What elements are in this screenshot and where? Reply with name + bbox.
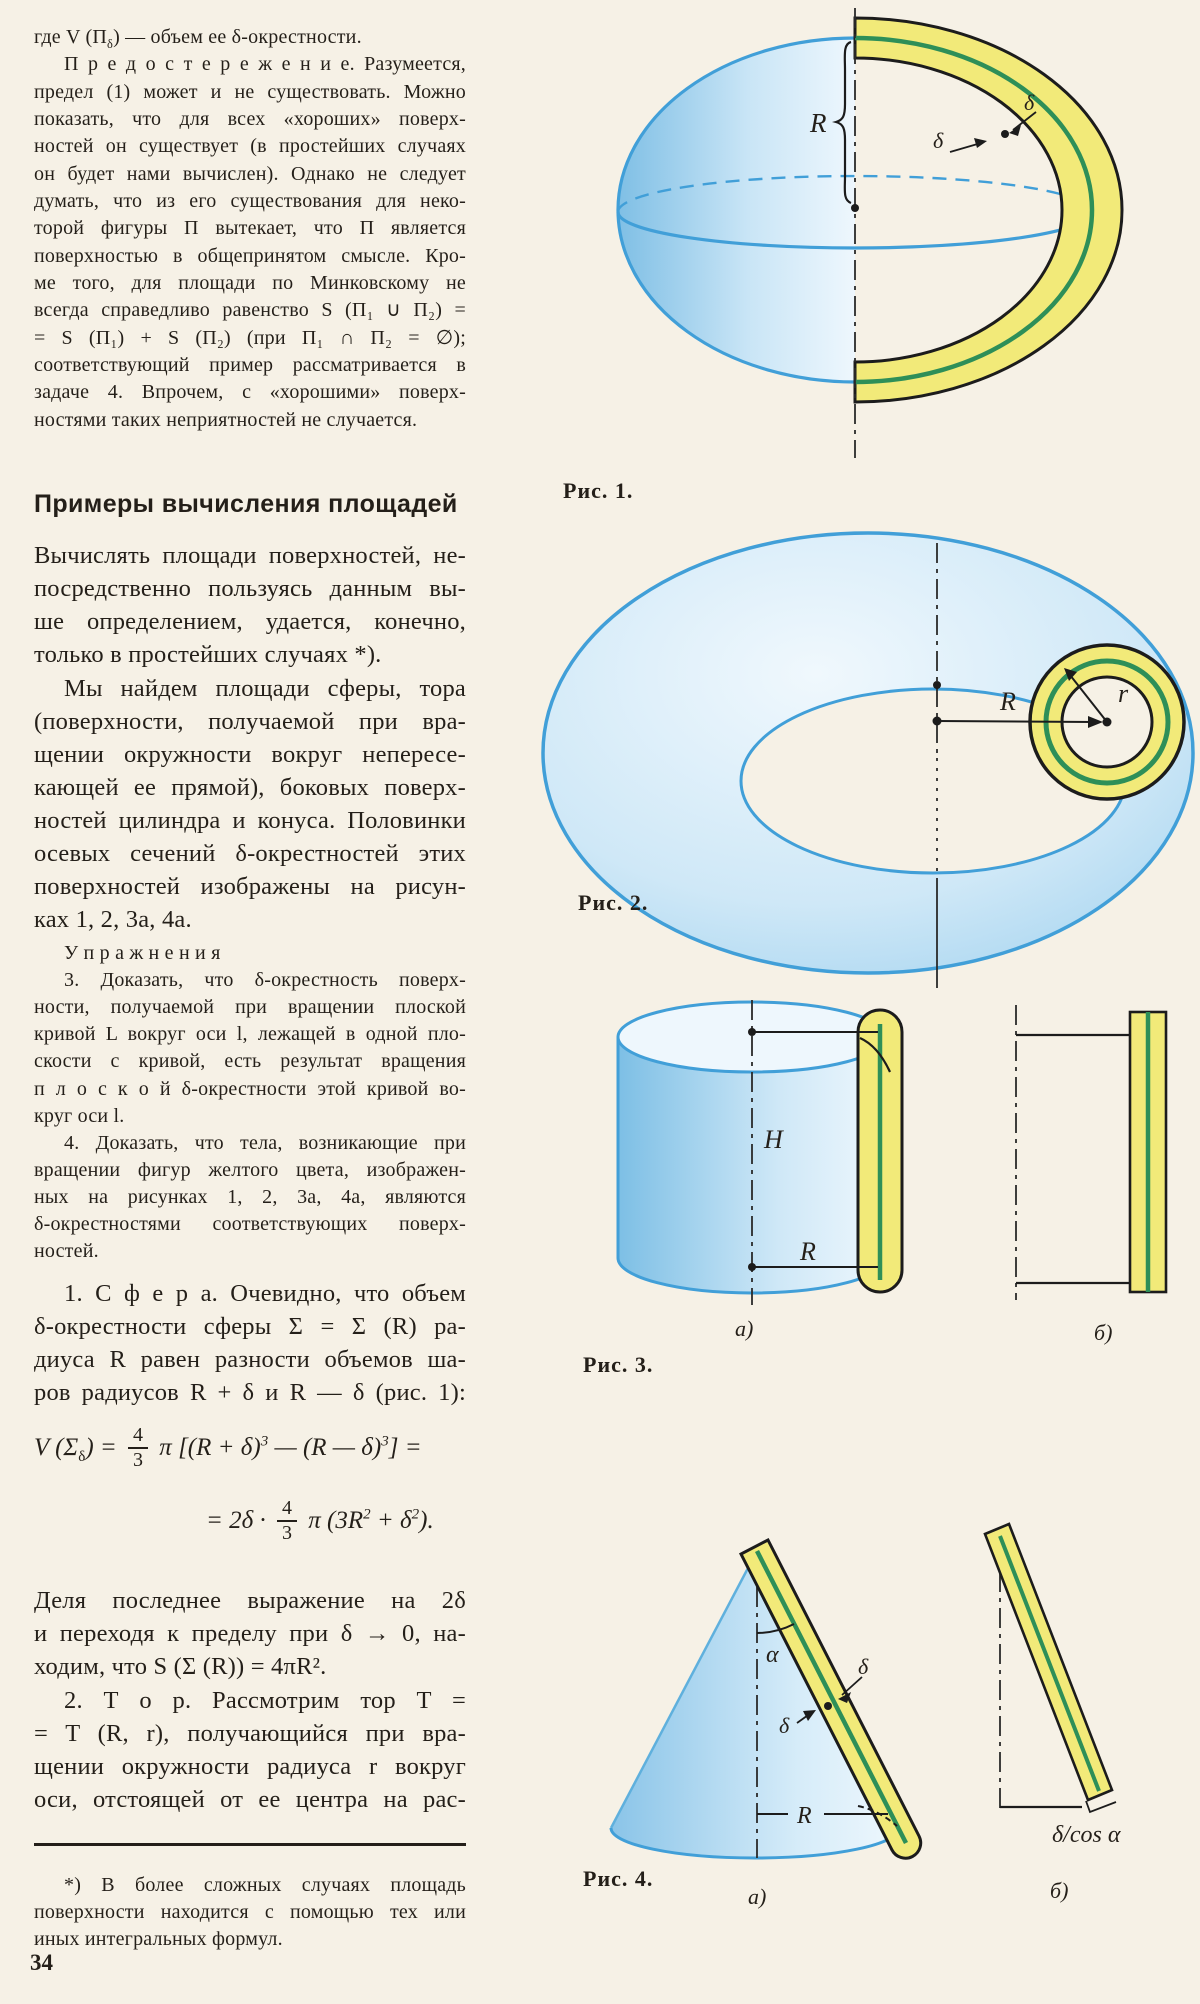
- strip-surface-line: [1000, 1536, 1099, 1791]
- delta-band: [855, 18, 1122, 402]
- text-line: ходим, что S (Σ (R)) = 4πR².: [34, 1653, 327, 1680]
- figure2-caption: Рис. 2.: [578, 890, 649, 915]
- label-delta-outer: δ: [1024, 90, 1035, 115]
- text-line: 1. С ф е р а. Очевидно, что объем: [64, 1280, 466, 1307]
- text-line: п л о с к о й δ-окрестности этой кривой во-: [34, 1078, 466, 1100]
- figure3b-label: б): [1094, 1320, 1113, 1345]
- text-line: 4. Доказать, что тела, возникающие при: [64, 1132, 466, 1154]
- figure-torus: [520, 520, 1200, 1000]
- fraction: $\frac{4}{3}$: [128, 1425, 148, 1471]
- text-line: поверхностью в общепринятом смысле. Кро-: [34, 245, 466, 267]
- text-line: оси, отстоящей от ее центра на рас-: [34, 1786, 466, 1813]
- page-number: 34: [30, 1950, 53, 1975]
- text-line: (поверхности, получаемой при вра-: [34, 708, 466, 735]
- label-R: R: [1000, 687, 1016, 716]
- footnote-line: *) В более сложных случаях площадь: [64, 1874, 466, 1896]
- text-line: = T (R, r), получающийся при вра-: [34, 1720, 466, 1747]
- text-line: Вычислять площади поверхностей, не-: [34, 542, 466, 569]
- text-line: П р е д о с т е р е ж е н и е. Разумеется,: [64, 53, 466, 75]
- text-line: он будет нами вычислен). Однако не следует: [34, 163, 466, 185]
- text-line: осевых сечений δ-окрестностей этих: [34, 840, 466, 867]
- label-alpha: α: [766, 1642, 779, 1668]
- text-line: думать, что из его существования для неко-: [34, 190, 466, 212]
- width-bracket: [1086, 1801, 1116, 1812]
- label-R: R: [810, 108, 827, 138]
- text-line: ностей он существует (в простейших случаях: [34, 135, 466, 157]
- figure4-caption: Рис. 4.: [583, 1866, 654, 1891]
- text-line: ных на рисунках 1, 2, 3а, 4а, являются: [34, 1186, 466, 1208]
- text-line: торой фигуры П вытекает, что П является: [34, 217, 466, 239]
- text-line: кривой L вокруг оси l, лежащей в одной пло-: [34, 1023, 466, 1045]
- text-line: ше определением, удается, конечно,: [34, 608, 466, 635]
- label-delta-over-cos: δ/cos α: [1052, 1822, 1121, 1848]
- fraction: $\frac{4}{3}$: [277, 1498, 297, 1544]
- formula-volume-line2: = 2δ · $\frac{4}{3}$ π $(3R^2 + \delta^2)$.: [206, 1497, 434, 1544]
- label-delta-outer: δ: [858, 1654, 869, 1679]
- text-line: δ-окрестностями соответствующих поверх-: [34, 1213, 466, 1235]
- text-line: и переходя к пределу при δ → 0, на-: [34, 1620, 466, 1647]
- figure-sphere: [520, 0, 1200, 475]
- text-line: ках 1, 2, 3а, 4а.: [34, 906, 192, 933]
- text-line: щении окружности радиуса r вокруг: [34, 1753, 466, 1780]
- footnote-line: иных интегральных формул.: [34, 1928, 283, 1950]
- text-line: Деля последнее выражение на 2δ: [34, 1587, 466, 1614]
- text-line: соответствующий пример рассматривается в: [34, 354, 466, 376]
- figure1-caption: Рис. 1.: [563, 478, 634, 503]
- text-line: показать, что для всех «хороших» поверх-: [34, 108, 466, 130]
- text-line: Мы найдем площади сферы, тора: [64, 675, 466, 702]
- section-heading: Примеры вычисления площадей: [34, 490, 458, 518]
- figure-cylinder: [540, 988, 1200, 1320]
- figure4a-label: а): [748, 1884, 767, 1909]
- text-line: предел (1) может и не существовать. Можно: [34, 81, 466, 103]
- text-line: диуса R равен разности объемов ша-: [34, 1346, 466, 1373]
- text-line: ме того, для площади по Минковскому не: [34, 272, 466, 294]
- text-line: посредственно пользуясь данным вы-: [34, 575, 466, 602]
- text-line: скости с кривой, есть результат вращения: [34, 1050, 466, 1072]
- formula-volume-line1: V $(\Sigma_\delta)$ = $\frac{4}{3}$ π [$(R + \delta)^3$ — (R — δ)$^3$] =: [34, 1424, 422, 1471]
- text-line: = S (П₁) + S (П₂) (при П₁ ∩ П₂ = ∅);: [34, 327, 466, 349]
- cone-body: [611, 1551, 899, 1858]
- figure3-caption: Рис. 3.: [583, 1352, 654, 1377]
- text-line: где V $(П_\delta)$ — объем ее δ-окрестности.: [34, 26, 362, 51]
- text-line: ров радиусов R + δ и R — δ (рис. 1):: [34, 1379, 466, 1406]
- text-line: ностей цилиндра и конуса. Половинки: [34, 807, 466, 834]
- text-line: 2. Т о р. Рассмотрим тор T =: [64, 1687, 466, 1714]
- center-dot: [851, 204, 859, 212]
- text-line: только в простейших случаях *).: [34, 641, 382, 668]
- text-line: всегда справедливо равенство S (П₁ ∪ П₂) =: [34, 299, 466, 321]
- label-delta-inner: δ: [779, 1713, 790, 1738]
- text-line: ности, получаемой при вращении плоской: [34, 996, 466, 1018]
- text-line: ностями таких неприятностей не случается.: [34, 409, 418, 431]
- text-line: кающей ее прямой), боковых поверх-: [34, 774, 466, 801]
- text-line: ностей.: [34, 1240, 99, 1262]
- text-line: 3. Доказать, что δ-окрестность поверх-: [64, 969, 466, 991]
- text-line: щении окружности вокруг непересе-: [34, 741, 466, 768]
- figure3a-label: а): [735, 1316, 754, 1341]
- label-r: r: [1118, 679, 1129, 708]
- text-line: поверхностей изображены на рисун-: [34, 873, 466, 900]
- label-H: H: [764, 1125, 783, 1154]
- text-line: δ-окрестности сферы Σ = Σ (R) ра-: [34, 1313, 466, 1340]
- footnote-rule: [34, 1843, 466, 1846]
- exercises-title: У п р а ж н е н и я: [64, 942, 221, 964]
- label-delta-inner: δ: [933, 128, 944, 153]
- text-line: вращении фигур желтого цвета, изображен-: [34, 1159, 466, 1181]
- sphere-body: [618, 38, 855, 382]
- footnote-line: поверхности находится с помощью тех или: [34, 1901, 466, 1923]
- label-R: R: [797, 1803, 812, 1829]
- label-R: R: [800, 1237, 816, 1266]
- text-line: задаче 4. Впрочем, с «хорошими» поверх-: [34, 381, 466, 403]
- text-line: круг оси l.: [34, 1105, 125, 1127]
- figure4b-label: б): [1050, 1878, 1069, 1903]
